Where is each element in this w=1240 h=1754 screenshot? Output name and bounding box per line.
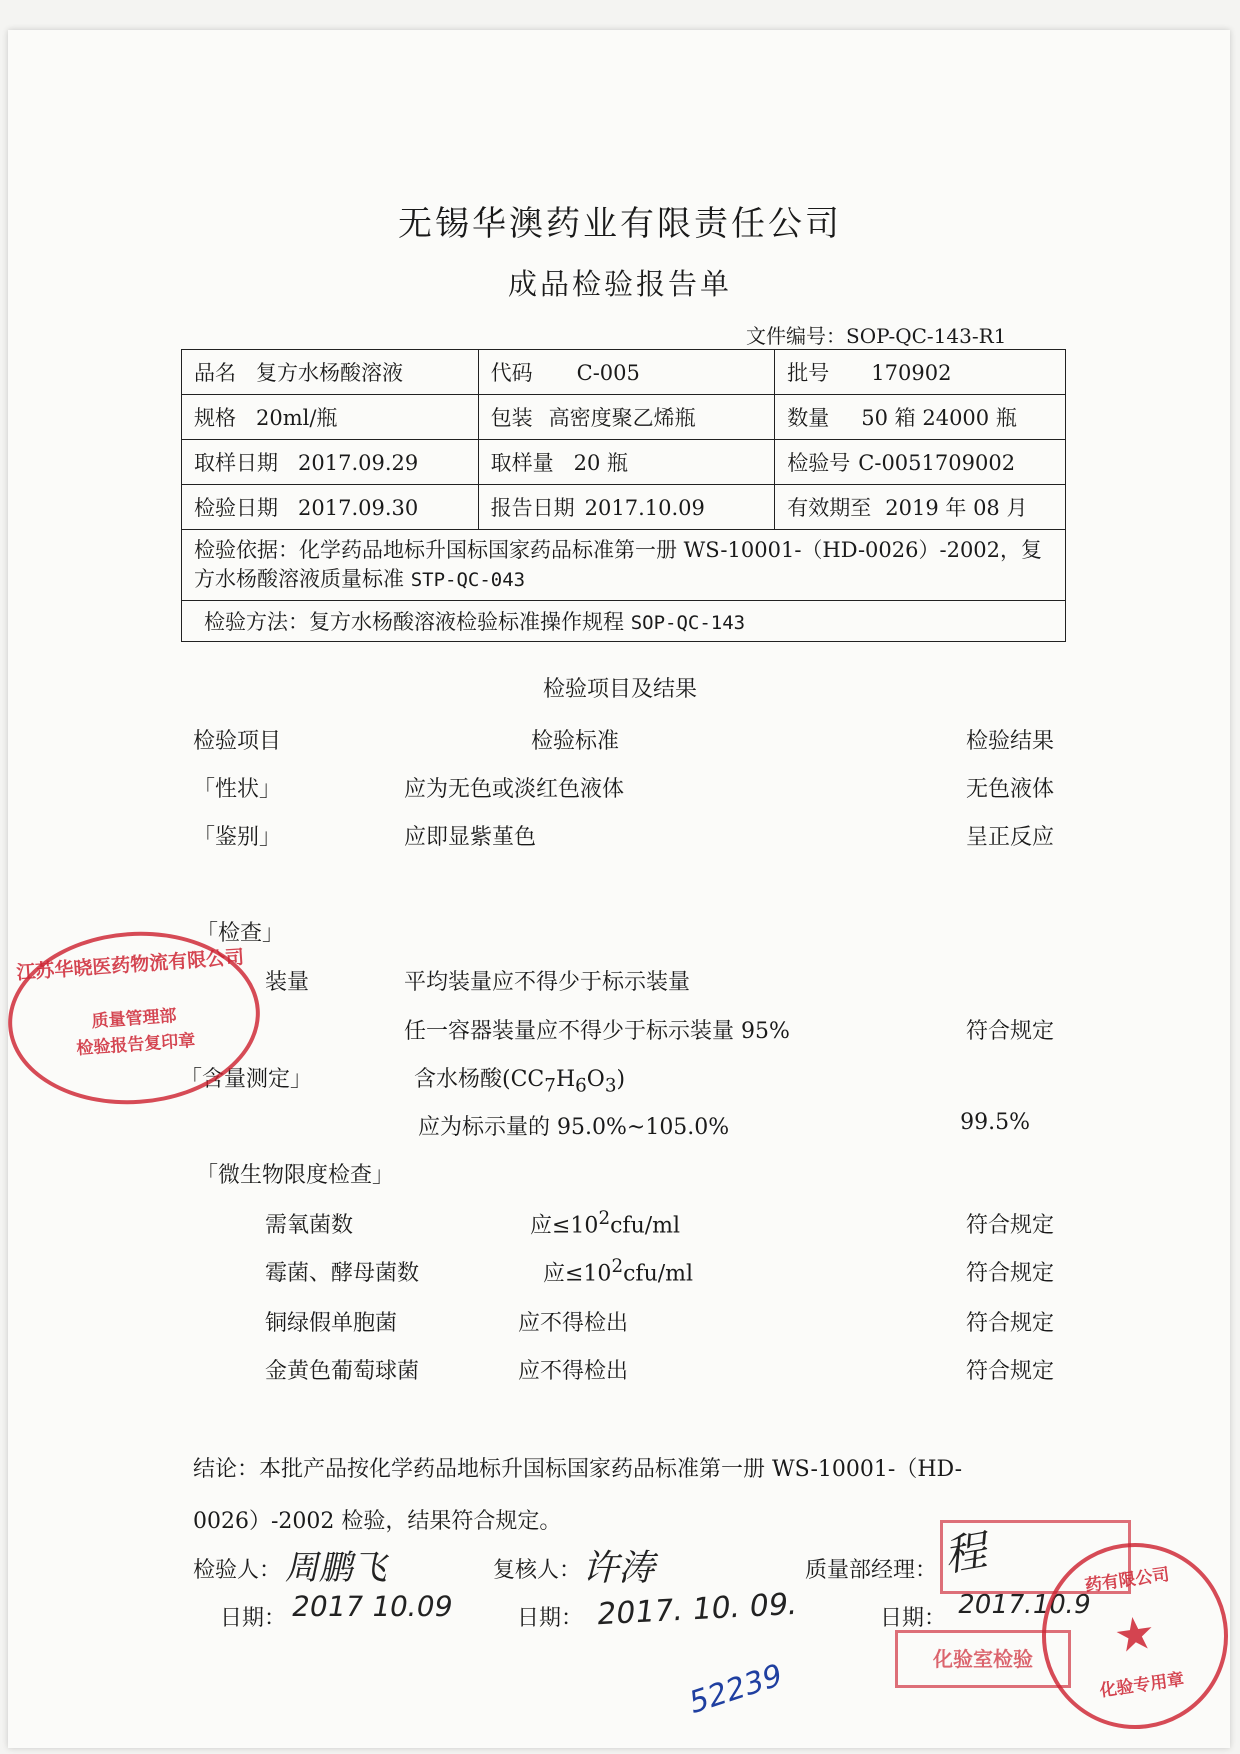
sample-date-label: 取样日期	[194, 451, 278, 475]
product-label: 品名	[194, 361, 236, 385]
qty-value: 50 箱 24000 瓶	[861, 406, 1017, 430]
appearance-standard: 应为无色或淡红色液体	[404, 777, 625, 802]
assay-compound-text: 含水杨酸(C	[414, 1067, 528, 1092]
code-cell	[478, 350, 775, 395]
fill-standard-1: 平均装量应不得少于标示装量	[404, 970, 691, 995]
basis-text: 检验依据：化学药品地标升国标国家药品标准第一册 WS-10001-（HD-0026）-2002，复方水杨酸溶液质量标准	[194, 537, 1043, 591]
qty-cell	[775, 395, 1066, 440]
column-header-standard: 检验标准	[531, 729, 620, 754]
test-no-label: 检验号	[787, 451, 851, 475]
right-seal-inner: 化验专用章	[1098, 1669, 1186, 1702]
left-seal-inner-1: 质量管理部	[90, 1006, 178, 1032]
sample-qty-value: 20 瓶	[573, 451, 629, 475]
micro-standard-text: 应≤10	[543, 1261, 612, 1287]
info-row	[182, 440, 1066, 485]
formula-c: $C_7H_6O_3$	[527, 1067, 617, 1097]
basis-code: STP-QC-043	[410, 568, 526, 591]
expiry-value: 2019 年 08 月	[885, 496, 1028, 520]
code-value: C-005	[576, 361, 640, 385]
test-no-value: C-0051709002	[858, 451, 1016, 475]
fill-item: 装量	[265, 970, 310, 995]
micro-standard	[530, 1208, 680, 1239]
code-label: 代码	[490, 361, 533, 385]
micro-standard	[543, 1256, 693, 1287]
spec-label: 规格	[194, 406, 236, 430]
micro-item: 金黄色葡萄球菌	[265, 1359, 420, 1384]
micro-result: 符合规定	[965, 1359, 1054, 1384]
column-header-item: 检验项目	[193, 729, 282, 754]
identification-standard: 应即显紫堇色	[404, 825, 537, 850]
date-label-3: 日期：	[880, 1606, 947, 1631]
method-text: 检验方法：复方水杨酸溶液检验标准操作规程	[204, 610, 624, 634]
batch-label: 批号	[787, 361, 830, 385]
star-icon: ★	[1110, 1604, 1159, 1664]
assay-result: 99.5%	[960, 1110, 1030, 1135]
micro-standard: 应不得检出	[518, 1311, 629, 1336]
batch-value: 170902	[871, 361, 952, 385]
fill-result: 符合规定	[965, 1019, 1054, 1044]
lab-box-stamp: 化验室检验	[895, 1630, 1071, 1688]
micro-item: 铜绿假单胞菌	[265, 1311, 398, 1336]
date-signature-2: 2017. 10. 09.	[594, 1586, 800, 1633]
document-number: 文件编号：SOP-QC-143-R1	[746, 324, 1007, 348]
manager-label: 质量部经理：	[805, 1558, 938, 1583]
micro-standard-unit: cfu/ml	[610, 1213, 681, 1239]
report-title: 成品检验报告单	[507, 267, 732, 301]
date-label-2: 日期：	[517, 1606, 584, 1631]
left-seal-ring-text: 江苏华晓医药物流有限公司	[15, 946, 245, 985]
micro-item: 霉菌、酵母菌数	[265, 1261, 420, 1286]
date-signature-1: 2017 10.09	[289, 1590, 456, 1623]
assay-standard-1	[414, 1062, 625, 1096]
pack-value: 高密度聚乙烯瓶	[548, 406, 696, 430]
expiry-label: 有效期至	[787, 496, 872, 520]
sample-qty-cell	[478, 440, 775, 485]
inspector-label: 检验人：	[193, 1558, 282, 1583]
info-row	[182, 530, 1066, 601]
info-row	[182, 601, 1066, 642]
micro-standard-exp: 2	[598, 1208, 611, 1229]
appearance-item: 「性状」	[193, 777, 282, 802]
micro-standard-text: 应≤10	[530, 1213, 599, 1239]
date-label-1: 日期：	[220, 1606, 287, 1631]
fill-standard-2: 任一容器装量应不得少于标示装量 95%	[404, 1019, 790, 1044]
identification-item: 「鉴别」	[193, 825, 282, 850]
method-cell	[182, 601, 1066, 642]
check-title: 「检查」	[196, 921, 285, 946]
results-section-title: 检验项目及结果	[542, 677, 697, 702]
column-header-result: 检验结果	[965, 729, 1054, 754]
handwritten-number: 52239	[688, 1656, 783, 1723]
conclusion-line-2: 0026）-2002 检验，结果符合规定。	[193, 1509, 562, 1534]
reviewer-label: 复核人：	[493, 1558, 582, 1583]
test-date-value: 2017.09.30	[298, 496, 419, 520]
sample-date-value: 2017.09.29	[298, 451, 419, 475]
report-date-value: 2017.10.09	[584, 496, 705, 520]
product-cell	[182, 350, 479, 395]
conclusion-line-1: 结论：本批产品按化学药品地标升国标国家药品标准第一册 WS-10001-（HD-	[193, 1457, 963, 1482]
micro-standard-unit: cfu/ml	[623, 1261, 694, 1287]
micro-item: 需氧菌数	[265, 1213, 354, 1238]
left-seal-inner-2: 检验报告复印章	[75, 1030, 196, 1060]
report-date-cell	[478, 485, 775, 530]
product-info-table	[181, 349, 1066, 642]
report-date-label: 报告日期	[490, 496, 575, 520]
assay-standard-2: 应为标示量的 95.0%~105.0%	[418, 1115, 730, 1140]
product-value: 复方水杨酸溶液	[256, 361, 403, 385]
micro-result: 符合规定	[965, 1311, 1054, 1336]
info-row	[182, 395, 1066, 440]
info-row	[182, 350, 1066, 395]
appearance-result: 无色液体	[965, 777, 1054, 802]
sample-date-cell	[182, 440, 479, 485]
identification-result: 呈正反应	[965, 825, 1054, 850]
pack-label: 包装	[490, 406, 533, 430]
right-seal-ring-text: 药有限公司	[1083, 1564, 1171, 1597]
qty-label: 数量	[787, 406, 830, 430]
micro-title: 「微生物限度检查」	[196, 1163, 395, 1188]
manager-signature: 程	[945, 1523, 992, 1582]
test-no-cell	[775, 440, 1066, 485]
micro-standard-exp: 2	[611, 1256, 624, 1277]
inspector-signature: 周鹏飞	[283, 1548, 394, 1588]
method-code: SOP-QC-143	[630, 612, 746, 634]
assay-item: 「含量测定」	[180, 1067, 313, 1092]
pack-cell	[478, 395, 775, 440]
company-name: 无锡华澳药业有限责任公司	[398, 204, 842, 244]
assay-compound-end: )	[616, 1067, 626, 1092]
batch-cell	[775, 350, 1066, 395]
micro-standard: 应不得检出	[518, 1359, 629, 1384]
spec-value: 20ml/瓶	[256, 406, 338, 430]
date-signature-3: 2017.10.9	[955, 1590, 1093, 1620]
sample-qty-label: 取样量	[490, 451, 554, 475]
expiry-cell	[775, 485, 1066, 530]
micro-result: 符合规定	[965, 1213, 1054, 1238]
micro-result: 符合规定	[965, 1261, 1054, 1286]
spec-cell	[182, 395, 479, 440]
test-date-label: 检验日期	[194, 496, 278, 520]
test-date-cell	[182, 485, 479, 530]
info-row	[182, 485, 1066, 530]
reviewer-signature: 许涛	[579, 1548, 663, 1589]
basis-cell	[182, 530, 1066, 601]
